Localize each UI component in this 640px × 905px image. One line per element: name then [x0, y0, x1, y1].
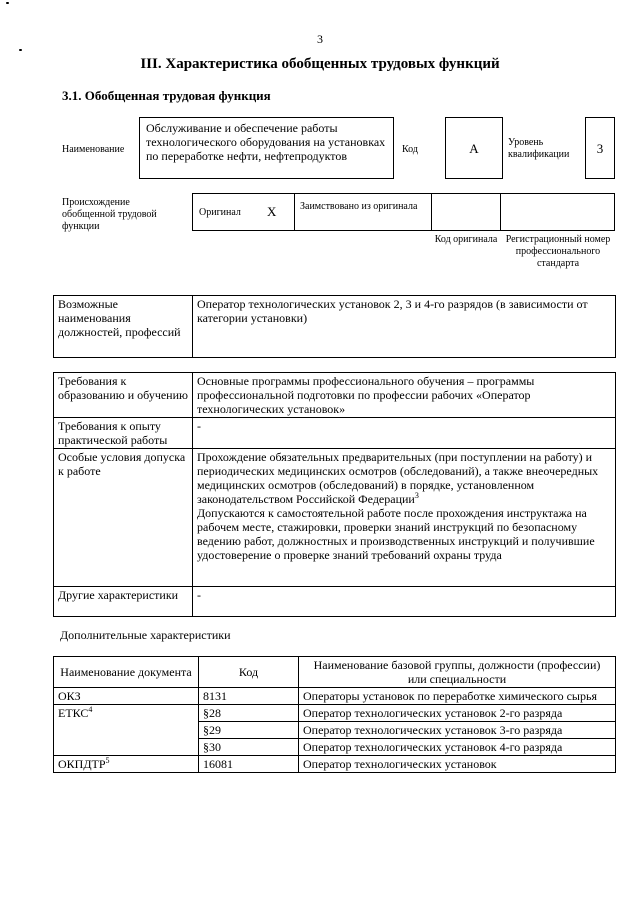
section-title: III. Характеристика обобщенных трудовых функций [140, 56, 500, 72]
etks-doc-text: ЕТКС [58, 706, 89, 720]
function-name-box [139, 117, 394, 179]
etks-code: §28 [199, 705, 299, 722]
etks-doc [54, 705, 199, 756]
etks-code: §29 [199, 722, 299, 739]
additional-header-row [54, 657, 616, 688]
level-label: Уровень квалификации [508, 137, 570, 160]
positions-value: Оператор технологических установок 2, 3 и 4-го разрядов (в зависимости от категории установки) [193, 296, 616, 358]
col-group-header: Наименование базовой группы, должности (профессии) или специальности [299, 657, 616, 688]
footnote-4: 4 [88, 705, 93, 714]
scan-speck [19, 49, 22, 51]
etks-name: Оператор технологических установок 2-го разряда [299, 705, 616, 722]
okpdtr-doc-text: ОКПДТР [58, 757, 106, 771]
registration-number-cell [500, 193, 615, 231]
other-value: - [193, 587, 616, 617]
etks-name: Оператор технологических установок 3-го разряда [299, 722, 616, 739]
positions-label: Возможные наименования должностей, профессий [54, 296, 193, 358]
okz-doc: ОКЗ [54, 688, 199, 705]
conditions-row [54, 449, 616, 587]
experience-label: Требования к опыту практической работы [54, 418, 193, 449]
education-value: Основные программы профессионального обучения – программы профессиональной подготовки по профессии рабочих «Оператор технологических установок» [193, 373, 616, 418]
additional-title: Дополнительные характеристики [60, 628, 231, 642]
page-number: 3 [317, 32, 323, 46]
level-box [585, 117, 615, 179]
footnote-5: 5 [105, 756, 110, 765]
okpdtr-doc [54, 756, 199, 773]
footnote-3: 3 [414, 491, 419, 500]
okz-name: Операторы установок по переработке химического сырья [299, 688, 616, 705]
origin-label: Происхождение обобщенной трудовой функции [62, 197, 157, 232]
table-row [54, 688, 616, 705]
etks-name: Оператор технологических установок 4-го разряда [299, 739, 616, 756]
okpdtr-code: 16081 [199, 756, 299, 773]
additional-table [53, 656, 616, 773]
name-label: Наименование [62, 144, 125, 155]
conditions-value [193, 449, 616, 587]
original-label: Оригинал [199, 207, 241, 218]
code-value: А [469, 141, 479, 156]
education-label: Требования к образованию и обучению [54, 373, 193, 418]
code-box [445, 117, 503, 179]
table-row [54, 756, 616, 773]
other-row [54, 587, 616, 617]
borrowed-cell [294, 193, 432, 231]
conditions-text-2: Допускаются к самостоятельной работе после прохождения инструктажа на рабочем месте, стажировки, проверки знаний инструкций по безопасному ведению работ, должностных и производственных инструкций и получившие удостоверение о проверке знаний требований охраны труда [197, 506, 595, 562]
conditions-label: Особые условия допуска к работе [54, 449, 193, 587]
subsection-title: 3.1. Обобщенная трудовая функция [62, 88, 271, 103]
col-code-header: Код [199, 657, 299, 688]
function-name-value: Обслуживание и обеспечение работы технологического оборудования на установках по переработке нефти, нефтепродуктов [146, 121, 386, 163]
positions-table [53, 295, 616, 358]
experience-row [54, 418, 616, 449]
requirements-table [53, 372, 616, 617]
education-row [54, 373, 616, 418]
table-row [54, 705, 616, 722]
positions-row [54, 296, 616, 358]
etks-code: §30 [199, 739, 299, 756]
original-code-caption: Код оригинала [434, 234, 498, 245]
borrowed-label: Заимствовано из оригинала [300, 201, 418, 212]
other-label: Другие характеристики [54, 587, 193, 617]
okpdtr-name: Оператор технологических установок [299, 756, 616, 773]
level-value: 3 [596, 141, 604, 156]
code-label: Код [402, 144, 418, 155]
col-document-header: Наименование документа [54, 657, 199, 688]
original-code-cell [431, 193, 501, 231]
conditions-text-1: Прохождение обязательных предварительных (при поступлении на работу) и периодических медицинских осмотров (обследований), а также внеочередных медицинских осмотров (обследований) в порядке, установленном законодательством Российской Федерации [197, 450, 599, 506]
okz-code: 8131 [199, 688, 299, 705]
scan-speck [6, 2, 9, 4]
original-mark: X [267, 204, 277, 219]
original-cell [192, 193, 295, 231]
registration-number-caption: Регистрационный номер профессионального стандарта [505, 234, 611, 269]
experience-value: - [193, 418, 616, 449]
